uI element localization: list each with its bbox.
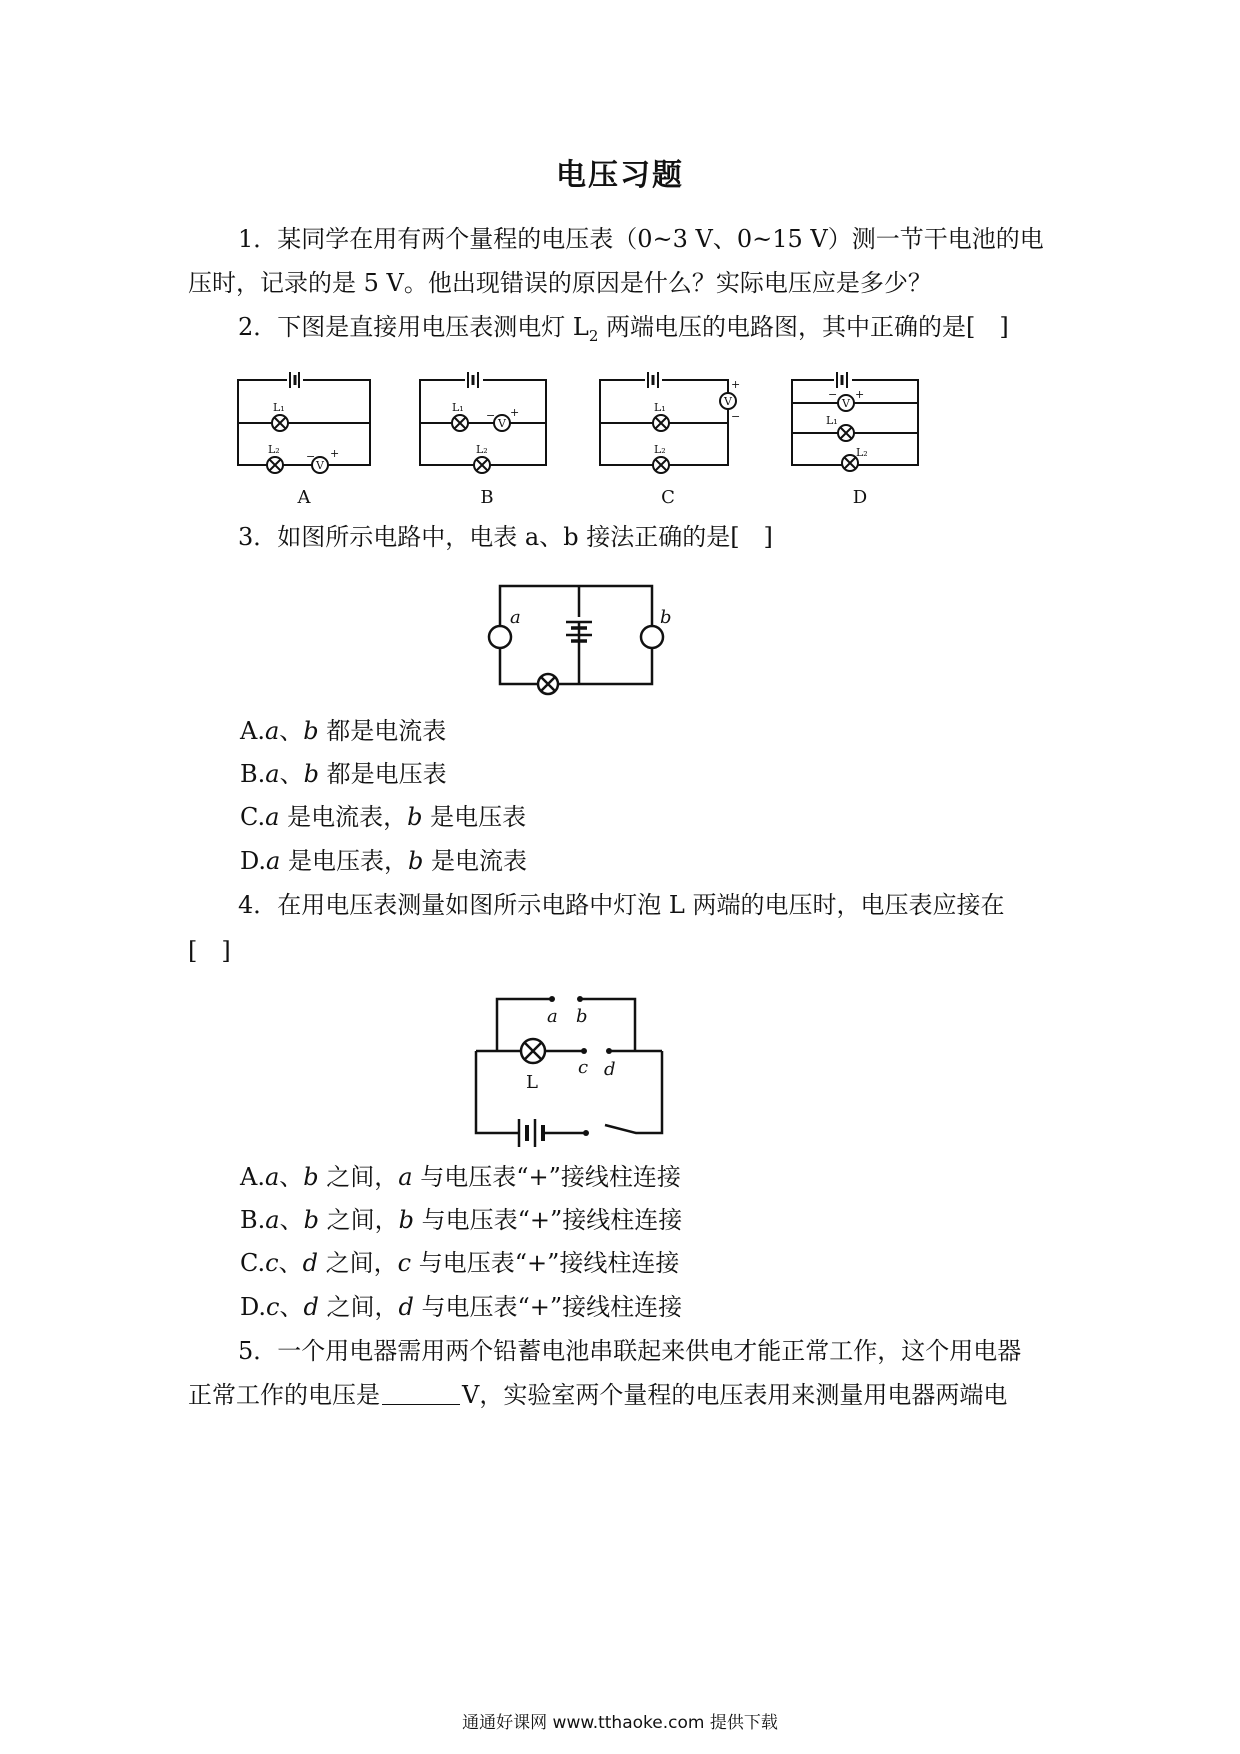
svg-text:b: b <box>660 607 672 628</box>
q3-circuit-diagram <box>0 570 1240 710</box>
svg-text:c: c <box>578 1057 589 1078</box>
q4-option-d[interactable]: D.c、d 之间，d 与电压表“+”接线柱连接 <box>240 1293 683 1321</box>
option-label-c: C <box>661 487 675 508</box>
svg-text:V: V <box>842 397 850 410</box>
svg-text:L₁: L₁ <box>273 401 285 414</box>
q4-option-b[interactable]: B.a、b 之间，b 与电压表“+”接线柱连接 <box>240 1206 683 1234</box>
circuit-b <box>420 372 546 473</box>
option-label-d: D <box>852 487 868 508</box>
q2-text-b: 两端电压的电路图，其中正确的是[ ] <box>598 313 1009 341</box>
svg-text:d: d <box>604 1059 616 1080</box>
svg-text:+: + <box>330 447 340 460</box>
svg-text:−: − <box>486 409 496 422</box>
meter-a-icon <box>489 626 511 648</box>
svg-text:L₂: L₂ <box>476 443 488 456</box>
svg-text:L₂: L₂ <box>268 443 280 456</box>
svg-text:L₁: L₁ <box>452 401 464 414</box>
q3-option-d[interactable]: D.a 是电压表，b 是电流表 <box>240 847 527 875</box>
q3-option-c[interactable]: C.a 是电流表，b 是电压表 <box>240 803 527 831</box>
q2-circuit-diagrams <box>0 360 1240 520</box>
svg-text:+: + <box>510 406 520 419</box>
svg-text:+: + <box>855 388 865 401</box>
answer-blank[interactable] <box>382 1382 460 1405</box>
svg-text:−: − <box>828 388 838 401</box>
svg-text:a: a <box>510 607 521 628</box>
q5-line-1: 5．一个用电器需用两个铅蓄电池串联起来供电才能正常工作，这个用电器 <box>238 1337 1022 1365</box>
svg-text:b: b <box>576 1006 588 1027</box>
q4-line-2: [ ] <box>188 937 231 965</box>
svg-text:L₁: L₁ <box>654 401 666 414</box>
q4-circuit-diagram <box>0 985 1240 1160</box>
q2-text <box>238 310 1009 353</box>
svg-text:V: V <box>316 459 324 472</box>
q1-line-1: 1．某同学在用有两个量程的电压表（0~3 V、0~15 V）测一节干电池的电 <box>238 225 1044 253</box>
svg-text:V: V <box>724 395 732 408</box>
q3-option-b[interactable]: B.a、b 都是电压表 <box>240 760 447 788</box>
circuit-c <box>600 372 736 473</box>
svg-text:+: + <box>731 378 741 391</box>
q2-subscript: 2 <box>588 326 599 345</box>
option-label-b: B <box>480 487 494 508</box>
svg-text:L₂: L₂ <box>654 443 666 456</box>
svg-text:−: − <box>306 450 316 463</box>
svg-text:L₂: L₂ <box>856 446 868 459</box>
svg-text:a: a <box>547 1006 558 1027</box>
svg-text:V: V <box>498 417 506 430</box>
option-label-a: A <box>297 487 311 508</box>
page-title: 电压习题 <box>556 158 684 193</box>
q4-option-c[interactable]: C.c、d 之间，c 与电压表“+”接线柱连接 <box>240 1249 680 1277</box>
svg-text:L₁: L₁ <box>826 414 838 427</box>
circuit-a <box>238 372 370 473</box>
q3-text: 3．如图所示电路中，电表 a、b 接法正确的是[ ] <box>238 523 773 551</box>
q4-option-a[interactable]: A.a、b 之间，a 与电压表“+”接线柱连接 <box>240 1163 681 1191</box>
meter-b-icon <box>641 626 663 648</box>
svg-text:L: L <box>526 1072 538 1093</box>
q4-line-1: 4．在用电压表测量如图所示电路中灯泡 L 两端的电压时，电压表应接在 <box>238 891 1005 919</box>
q2-text-a: 2．下图是直接用电压表测电灯 L <box>238 313 589 341</box>
svg-text:−: − <box>731 410 741 423</box>
circuit-d <box>792 372 918 471</box>
q3-option-a[interactable]: A.a、b 都是电流表 <box>240 717 447 745</box>
q5-line-2: 正常工作的电压是 V，实验室两个量程的电压表用来测量用电器两端电 <box>188 1381 1008 1409</box>
q1-line-2: 压时，记录的是 5 V。他出现错误的原因是什么？实际电压应是多少？ <box>188 269 932 297</box>
page-footer: 通通好课网 www.tthaoke.com 提供下载 <box>462 1713 778 1733</box>
